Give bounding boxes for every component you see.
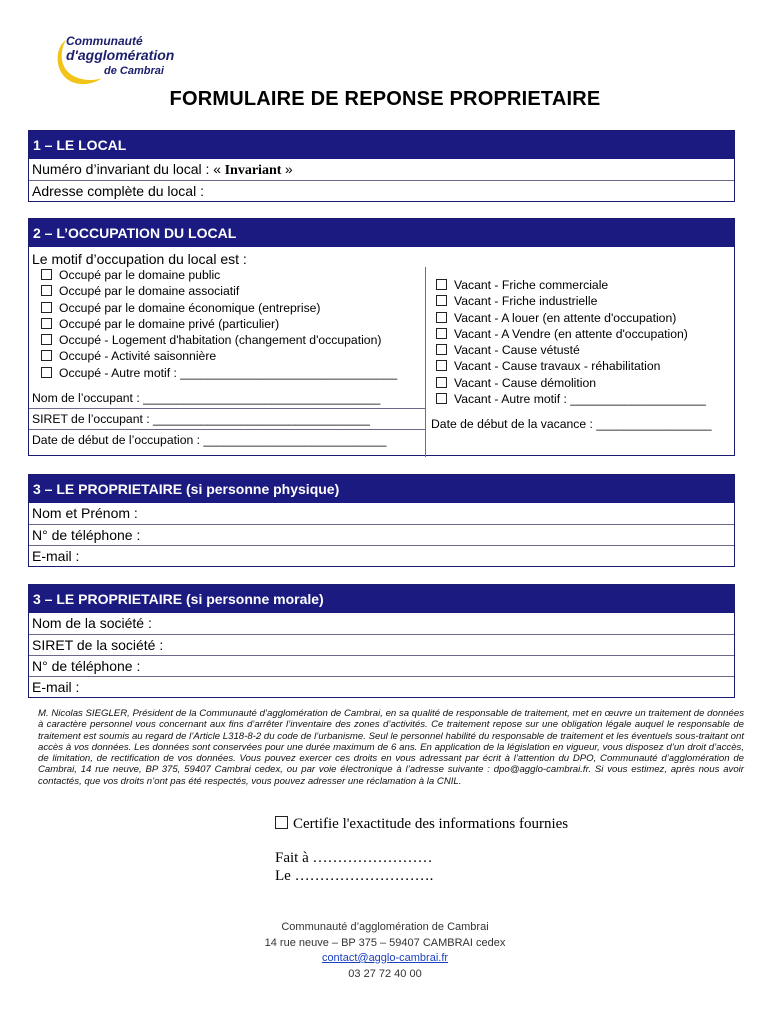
vacant-option-label: Vacant - Friche industrielle	[454, 294, 598, 309]
vacant-option[interactable]	[436, 342, 706, 358]
vacant-option-label: Vacant - A Vendre (en attente d'occupation)	[454, 326, 688, 341]
vacant-option[interactable]	[436, 375, 706, 391]
checkbox-icon[interactable]	[41, 269, 52, 280]
certify-label: Certifie l'exactitude des informations fournies	[293, 816, 569, 832]
cambrai-logo	[52, 34, 192, 90]
section-owner-company	[28, 584, 735, 698]
certify-checkbox[interactable]	[275, 816, 568, 833]
checkbox-icon[interactable]	[275, 816, 288, 829]
invariant-label: Numéro d’invariant du local : «	[32, 161, 222, 177]
company-siret-field[interactable]: SIRET de la société :	[29, 634, 734, 655]
vacant-option-label: Vacant - Cause vétusté	[454, 343, 580, 358]
section-occupation	[28, 218, 735, 456]
occupied-option[interactable]	[41, 348, 397, 364]
occupied-option-label: Occupé par le domaine privé (particulier)	[59, 316, 280, 331]
vacant-option[interactable]	[436, 391, 706, 407]
vacant-option[interactable]	[436, 326, 706, 342]
vacant-option[interactable]	[436, 358, 706, 374]
footer-email-link[interactable]: contact@agglo-cambrai.fr	[321, 952, 449, 964]
checkbox-icon[interactable]	[41, 318, 52, 329]
logo-line-2: d'agglomération	[66, 47, 175, 63]
vacant-option-label: Vacant - Autre motif : ____________________	[454, 392, 706, 407]
occupant-siret-field[interactable]: SIRET de l’occupant : ________________________________	[32, 412, 370, 426]
owner-name-field[interactable]: Nom et Prénom :	[32, 505, 138, 521]
fait-a-field[interactable]: Fait à ……………………	[275, 850, 433, 866]
occupation-date-field[interactable]: Date de début de l’occupation : ___________________________	[32, 433, 387, 447]
checkbox-icon[interactable]	[41, 350, 52, 361]
checkbox-icon[interactable]	[436, 393, 447, 404]
checkbox-icon[interactable]	[436, 344, 447, 355]
occupied-option[interactable]	[41, 332, 397, 348]
checkbox-icon[interactable]	[436, 295, 447, 306]
vacant-column	[425, 267, 735, 457]
occupied-option-label: Occupé par le domaine associatif	[59, 284, 240, 299]
vacant-options	[436, 277, 706, 407]
motif-label: Le motif d’occupation du local est :	[32, 251, 247, 267]
checkbox-icon[interactable]	[436, 279, 447, 290]
vacant-option-label: Vacant - A louer (en attente d'occupation)	[454, 310, 677, 325]
invariant-value: Invariant	[221, 163, 285, 178]
owner-email-field[interactable]: E-mail :	[29, 545, 734, 566]
logo-line-1: Communauté	[66, 34, 143, 48]
vacant-option[interactable]	[436, 277, 706, 293]
checkbox-icon[interactable]	[41, 334, 52, 345]
address-field[interactable]: Adresse complète du local :	[29, 180, 734, 201]
checkbox-icon[interactable]	[436, 328, 447, 339]
section-heading: 2 – L’OCCUPATION DU LOCAL	[29, 219, 734, 247]
privacy-notice: M. Nicolas SIEGLER, Président de la Communauté d’agglomération de Cambrai, en sa qualité de responsable de traitement, met en œuvre un traitement de données à caractère personnel vous concernant aux fins d’arrêter l’inventaire des zones d’activités. Ce traitement repose sur une obligation légale auquel le responsable de traitement est soumis au regard de l’Article L318-8-2 du code de l’urbanisme. Seul le personnel habilité du responsable de traitement et les éventuels sous-traitant ont accès à vos données. Les données sont conservées pour une durée maximum de 6 ans. En application de la législation en vigueur, vous disposez d’un droit d’accès, de limitation, de rectification de vos données. Vous pouvez exercer ces droits en vous adressant par écrit à l’attention du DPO, Communauté d’agglomération de Cambrai, 14 rue neuve, BP 375, 59407 Cambrai cedex, ou par voie électronique à l’adresse suivante : dpo@agglo-cambrai.fr. Si vous estimez, après nous avoir contactés, que vos droits n’ont pas été respectés, vous pouvez adresser une réclamation à la CNIL.	[38, 708, 744, 787]
section-local	[28, 130, 735, 202]
section-heading: 3 – LE PROPRIETAIRE (si personne morale)	[29, 585, 734, 613]
occupied-option[interactable]	[41, 316, 397, 332]
checkbox-icon[interactable]	[41, 367, 52, 378]
logo-line-3: de Cambrai	[104, 65, 164, 77]
checkbox-icon[interactable]	[41, 285, 52, 296]
company-phone-field[interactable]: N° de téléphone :	[29, 655, 734, 676]
date-field[interactable]: Le ……………………….	[275, 868, 434, 884]
occupied-options	[41, 267, 397, 381]
page-title: FORMULAIRE DE REPONSE PROPRIETAIRE	[169, 88, 601, 110]
occupied-option-label: Occupé par le domaine public	[59, 268, 221, 282]
vacant-option-label: Vacant - Friche commerciale	[454, 278, 609, 292]
occupied-option-label: Occupé - Logement d'habitation (changement d'occupation)	[59, 333, 382, 348]
vacant-option-label: Vacant - Cause travaux - réhabilitation	[454, 359, 661, 374]
vacant-option-label: Vacant - Cause démolition	[454, 375, 597, 390]
company-email-field[interactable]: E-mail :	[29, 676, 734, 697]
section-owner-physical	[28, 474, 735, 567]
footer	[0, 920, 770, 982]
divider	[29, 429, 425, 430]
occupant-name-field[interactable]: Nom de l’occupant : ___________________________________	[32, 391, 381, 405]
occupied-option[interactable]	[41, 300, 397, 316]
occupied-option-label: Occupé - Activité saisonnière	[59, 349, 217, 364]
occupied-option[interactable]	[41, 365, 397, 381]
owner-phone-field[interactable]: N° de téléphone :	[29, 524, 734, 545]
footer-address: 14 rue neuve – BP 375 – 59407 CAMBRAI cedex	[264, 936, 506, 949]
vacant-option[interactable]	[436, 293, 706, 309]
occupied-option[interactable]	[41, 283, 397, 299]
section-heading: 1 – LE LOCAL	[29, 131, 734, 159]
occupied-column	[29, 267, 425, 457]
invariant-field[interactable]	[29, 159, 734, 180]
section-heading: 3 – LE PROPRIETAIRE (si personne physique)	[29, 475, 734, 503]
invariant-suffix: »	[284, 161, 293, 177]
occupied-option[interactable]	[41, 267, 397, 283]
checkbox-icon[interactable]	[436, 312, 447, 323]
divider	[29, 408, 425, 409]
checkbox-icon[interactable]	[436, 360, 447, 371]
occupied-option-label: Occupé - Autre motif : ________________________________	[59, 365, 398, 380]
vacancy-date-field[interactable]: Date de début de la vacance : _________________	[431, 417, 712, 431]
footer-phone: 03 27 72 40 00	[348, 967, 422, 980]
occupied-option-label: Occupé par le domaine économique (entreprise)	[59, 300, 321, 315]
checkbox-icon[interactable]	[41, 302, 52, 313]
checkbox-icon[interactable]	[436, 377, 447, 388]
company-name-field[interactable]: Nom de la société :	[32, 615, 152, 631]
vacant-option[interactable]	[436, 310, 706, 326]
footer-org: Communauté d’agglomération de Cambrai	[281, 921, 489, 933]
